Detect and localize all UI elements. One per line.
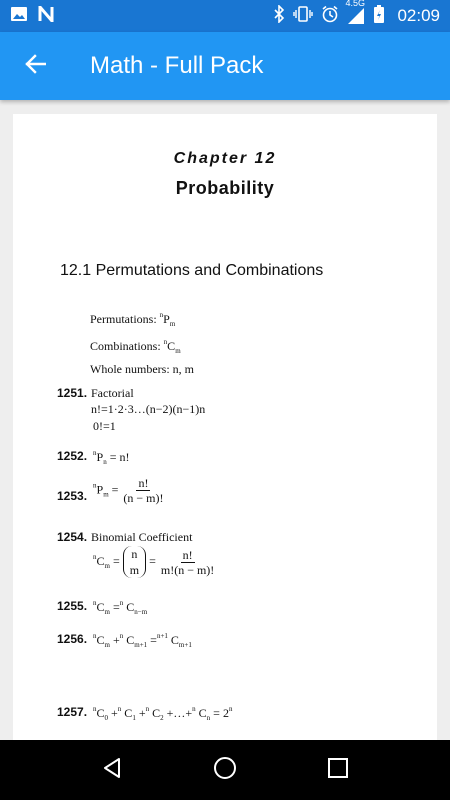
formula-1256: $^nC_m +^n$ $C_{m+1} =^{n+1}$ $C_{m+1}$ [93,632,192,649]
n-notification-icon [38,6,54,27]
nav-back-button[interactable] [92,750,132,790]
definition-combinations: Combinations: $^nC_m$ [90,338,181,355]
nav-recents-icon [327,757,349,784]
document-viewer[interactable] [0,100,450,740]
definition-permutations: Permutations: $^nP_m$ [90,311,176,328]
formula-number: 1254. [57,530,88,544]
vibrate-icon [293,5,313,28]
image-icon [10,6,28,27]
section-title: 12.1 Permutations and Combinations [60,262,324,279]
document-page [13,114,437,740]
nav-recents-button[interactable] [318,750,358,790]
definition-whole-numbers: Whole numbers: n, m [90,362,194,376]
alarm-icon [321,5,339,28]
definitions-block [90,306,194,378]
arrow-back-icon [24,53,46,80]
nav-home-icon [212,755,238,786]
signal-icon [345,0,365,25]
network-type-label: 4.5G [345,0,365,8]
formula-factorial: n!=1·2·3…(n−2)(n−1)n [91,402,206,416]
formula-1255: $^nC_m =^n$ $C_{n-m}$ [93,599,148,616]
formula-number: 1257. [57,705,88,719]
formula-number: 1253. [57,489,88,503]
app-bar [0,32,450,100]
chapter-label: Chapter 12 [173,150,277,167]
app-title: Math - Full Pack [90,52,264,79]
bluetooth-icon [273,5,285,28]
nav-home-button[interactable] [205,750,245,790]
nav-back-icon [100,756,124,785]
chapter-title: Probability [175,178,275,198]
formula-number: 1251. [57,386,88,400]
battery-icon [373,5,385,28]
formula-number: 1255. [57,599,88,613]
clock: 02:09 [397,6,440,25]
formula-1257: $^nC_0 +^n$ $C_1 +^n$ $C_2$ +…+$^n$ $C_n = 2^n$ [93,705,233,722]
back-button[interactable] [0,32,70,100]
formula-number: 1252. [57,449,88,463]
formula-1254: $^nC_m$ = n m = $\frac{n!}{m!(n - m)!}$ [93,547,215,577]
formula-number: 1256. [57,632,88,646]
formula-title: Binomial Coefficient [91,530,193,544]
formula-1253: $^nP_m$ = $\frac{n!}{(n - m)!}$ [93,476,164,505]
formula-zero-factorial: 0!=1 [93,419,116,433]
formula-title: Factorial [91,386,134,400]
formula-1252: $^nP_n = n$! [93,449,130,466]
status-bar [0,0,450,32]
navigation-bar [0,740,450,800]
